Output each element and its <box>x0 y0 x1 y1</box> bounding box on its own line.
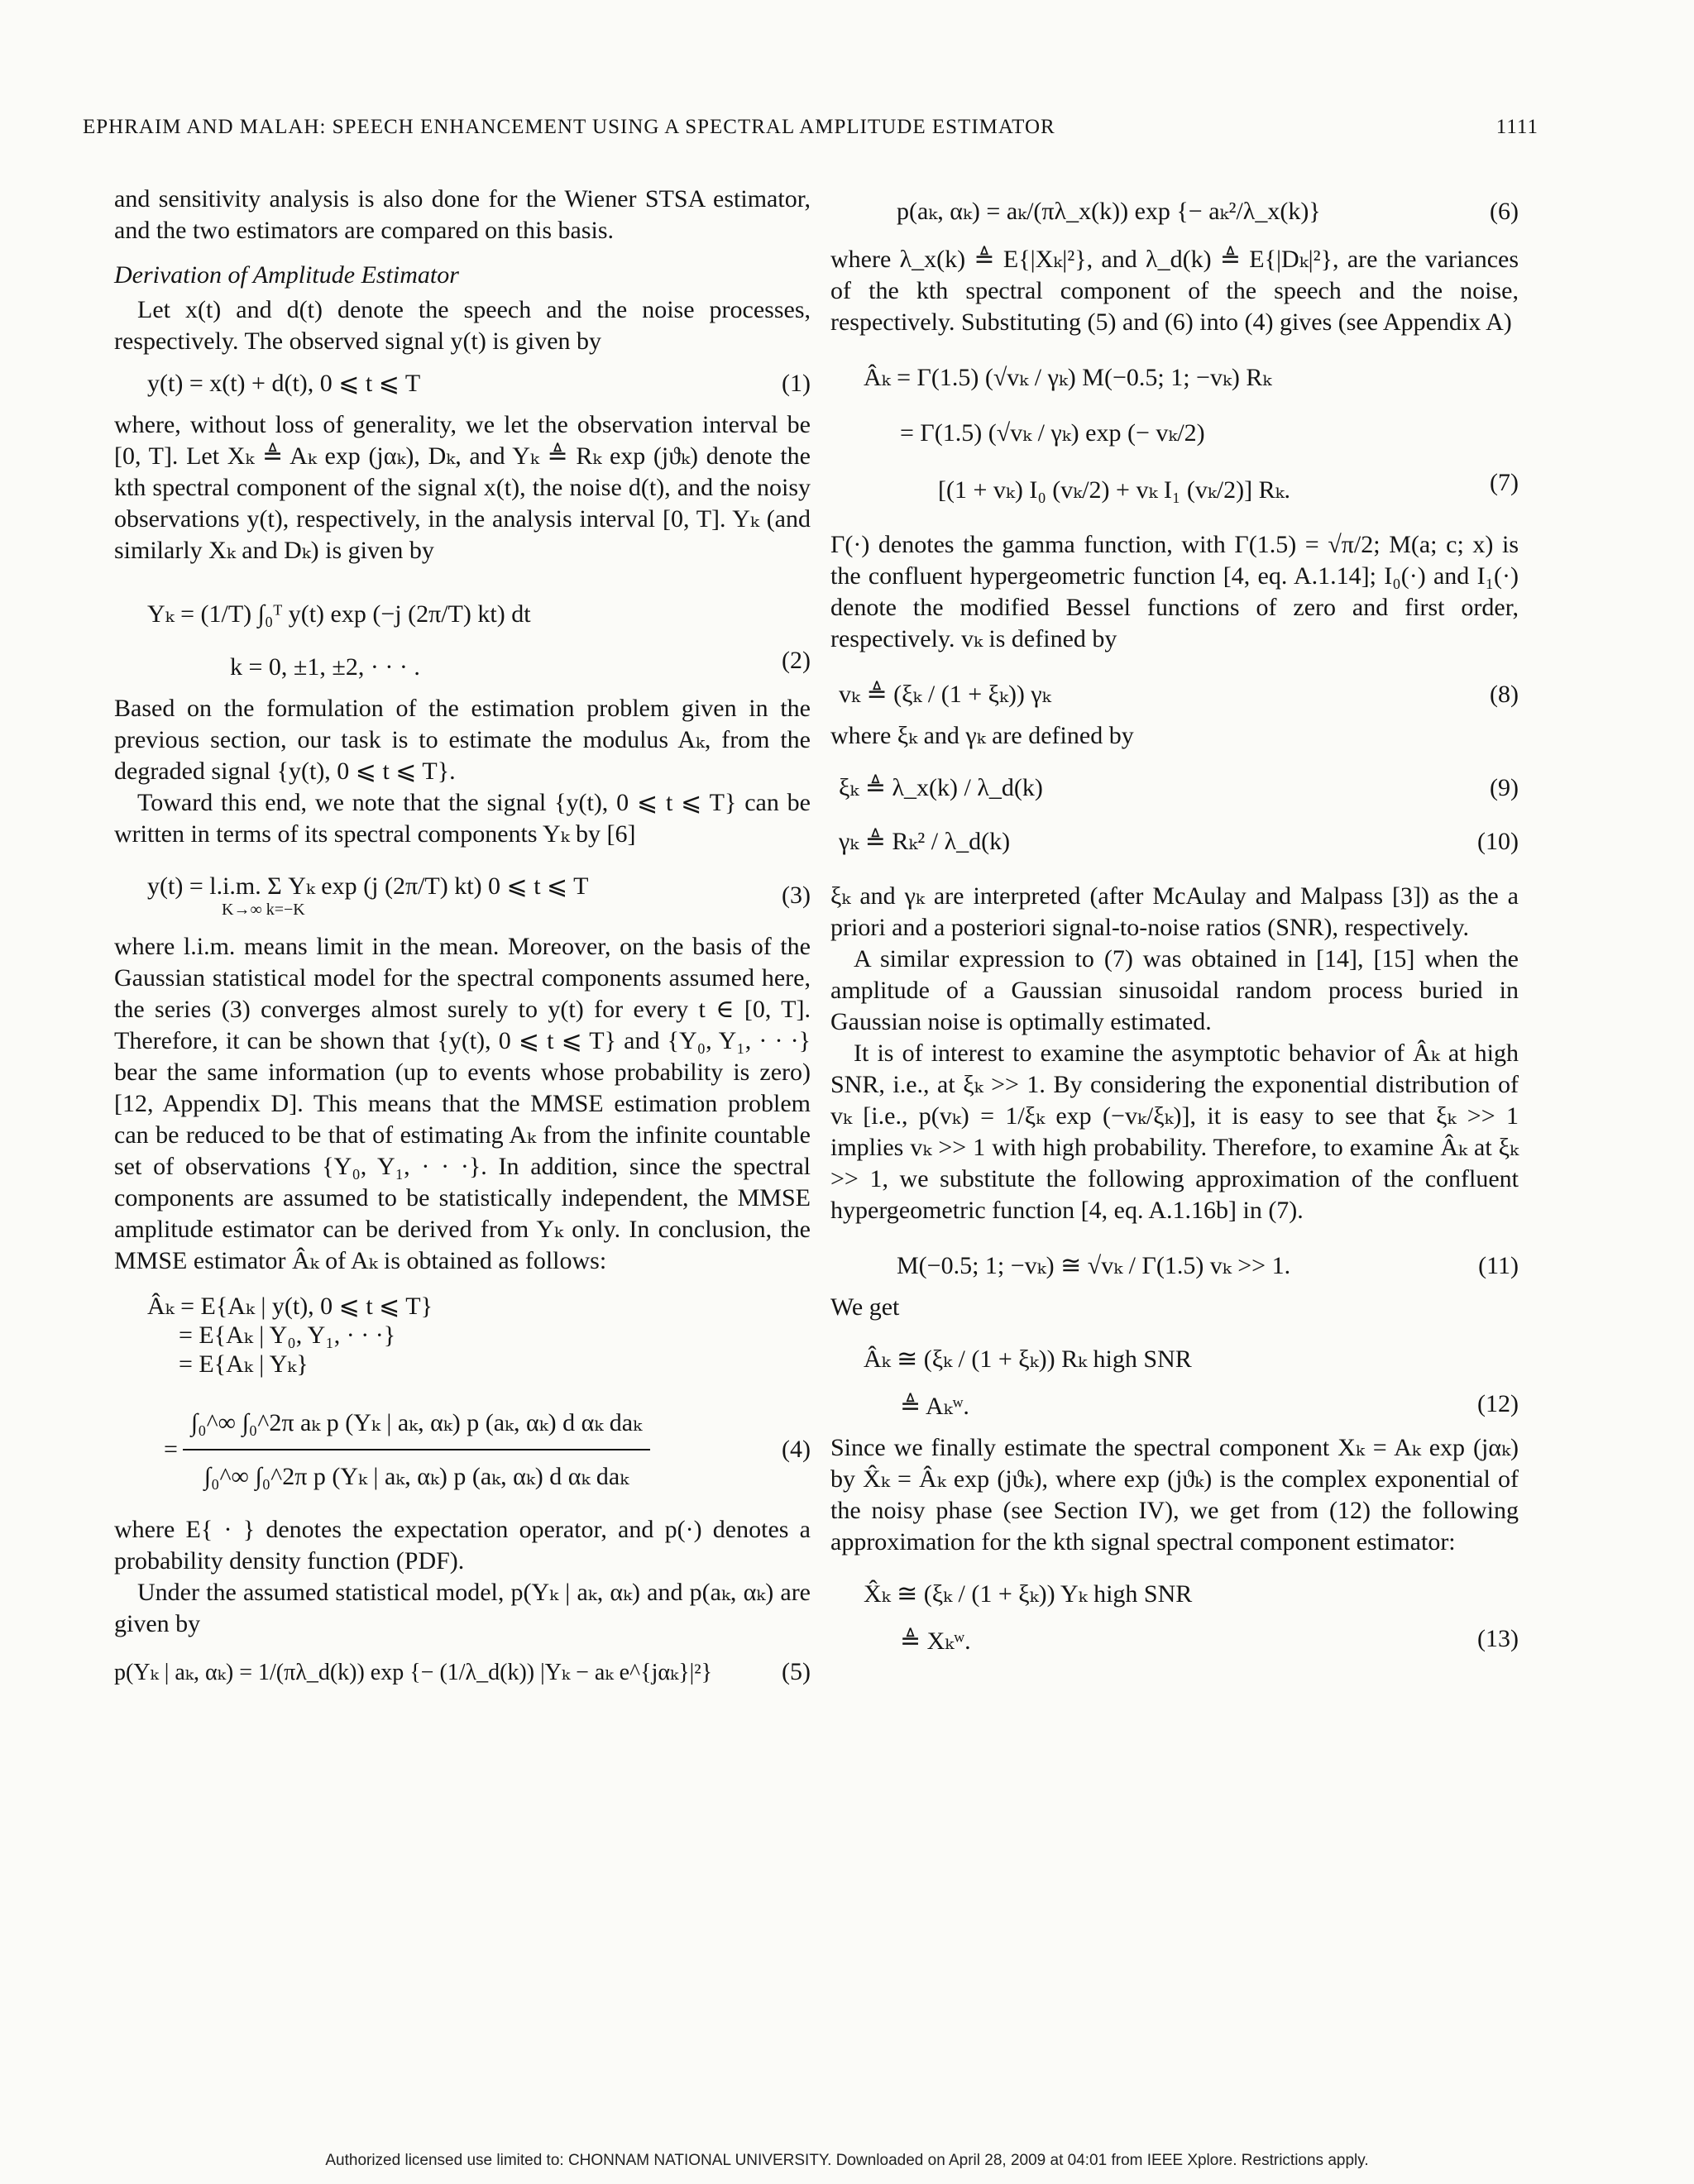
equation-number: (8) <box>1490 680 1519 708</box>
paragraph: Toward this end, we note that the signal {y(t), 0 ⩽ t ⩽ T} can be written in terms of its spectral components Yₖ by [6] <box>114 789 811 848</box>
equation-11: M(−0.5; 1; −vₖ) ≅ √vₖ / Γ(1.5) vₖ >> 1. (11) <box>897 1251 1519 1279</box>
fraction-numerator: ∫₀^∞ ∫₀^2π aₖ p (Yₖ | aₖ, αₖ) p (aₖ, αₖ) d αₖ daₖ <box>183 1397 650 1450</box>
equation-number: (7) <box>1490 469 1519 497</box>
license-footer: Authorized licensed use limited to: CHONNAM NATIONAL UNIVERSITY. Downloaded on April 28, 2009 at 04:01 from IEEE Xplore. Restrictions apply. <box>325 2152 1369 2169</box>
left-column <box>114 184 811 1698</box>
equation-number: (3) <box>782 882 811 909</box>
intro-paragraph: and sensitivity analysis is also done for the Wiener STSA estimator, and the two estimators are compared on this basis. <box>114 185 811 244</box>
section-title: Derivation of Amplitude Estimator <box>114 261 459 289</box>
equation-number: (1) <box>782 369 811 397</box>
equation-number: (12) <box>1477 1389 1519 1417</box>
equation-number: (11) <box>1478 1251 1519 1279</box>
paragraph: Since we finally estimate the spectral component Xₖ = Aₖ exp (jαₖ) by X̂ₖ = Âₖ exp (jϑₖ), where exp (jϑₖ) is the complex exponential of the noisy phase (see Section IV), we get from (12) the following approximation for the kth signal spectral component estimator: <box>830 1434 1519 1556</box>
equation-13: X̂ₖ ≅ (ξₖ / (1 + ξₖ)) Yₖ high SNR ≜ Xₖʷ. (13) <box>864 1580 1519 1655</box>
equation-4: Âₖ = E{Aₖ | y(t), 0 ⩽ t ⩽ T} = E{Aₖ | Y₀, Y₁, · · ·} = E{Aₖ | Yₖ} = $\frac{\text{∫₀\textasciicircum{}∞ ∫₀\textasciicircum{}2π aₖ p (Yₖ | aₖ, αₖ) p (aₖ, αₖ) d αₖ daₖ}}{\text{∫₀\textasciicircum{}∞ ∫₀\textasciicircum{}2π p (Yₖ | aₖ, αₖ) p (aₖ, αₖ) d αₖ daₖ}}$ (4) <box>114 1292 811 1503</box>
running-title: EPHRAIM AND MALAH: SPEECH ENHANCEMENT USING A SPECTRAL AMPLITUDE ESTIMATOR <box>83 116 1055 138</box>
paragraph: where E{ · } denotes the expectation operator, and p(·) denotes a probability density function (PDF). <box>114 1516 811 1575</box>
paragraph: where l.i.m. means limit in the mean. Moreover, on the basis of the Gaussian statistical model for the spectral components assumed here, the series (3) converges almost surely to y(t) for every t ∈ [0, T]. Therefore, it can be shown that {y(t), 0 ⩽ t ⩽ T} and {Y₀, Y₁, · · ·} bear the same information (up to events whose probability is zero) [12, Appendix D]. This means that the MMSE estimation problem can be reduced to be that of estimating Aₖ from the infinite countable set of observations {Y₀, Y₁, · · ·}. In addition, since the spectral components are assumed to be statistically independent, the MMSE amplitude estimator can be derived from Yₖ only. In conclusion, the MMSE estimator Âₖ of Aₖ is obtained as follows: <box>114 933 811 1274</box>
paragraph: where, without loss of generality, we let the observation interval be [0, T]. Let Xₖ ≜ Aₖ exp (jαₖ), Dₖ, and Yₖ ≜ Rₖ exp (jϑₖ) denote the kth spectral component of the signal x(t), the noise d(t), and the noisy observations y(t), respectively, in the analysis interval [0, T]. Yₖ (and similarly Xₖ and Dₖ) is given by <box>114 411 811 564</box>
paragraph: We get <box>830 1293 900 1321</box>
equation-number: (10) <box>1477 827 1519 855</box>
paragraph: A similar expression to (7) was obtained in [14], [15] when the amplitude of a Gaussian sinusoidal random process buried in Gaussian noise is optimally estimated. <box>830 945 1519 1035</box>
fraction-denominator: ∫₀^∞ ∫₀^2π p (Yₖ | aₖ, αₖ) p (aₖ, αₖ) d αₖ daₖ <box>203 1463 629 1490</box>
equation-2: Yₖ = (1/T) ∫₀ᵀ y(t) exp (−j (2π/T) kt) dt k = 0, ±1, ±2, · · · . (2) <box>147 600 811 681</box>
equation-8: vₖ ≜ (ξₖ / (1 + ξₖ)) γₖ (8) <box>839 680 1519 708</box>
equation-7: Âₖ = Γ(1.5) (√vₖ / γₖ) M(−0.5; 1; −vₖ) Rₖ = Γ(1.5) (√vₖ / γₖ) exp (− vₖ/2) [(1 + vₖ) I₀ (vₖ/2) + vₖ I₁ (vₖ/2)] Rₖ. (7) <box>864 364 1519 504</box>
paragraph: ξₖ and γₖ are interpreted (after McAulay and Malpass [3]) as the a priori and a posteriori signal-to-noise ratios (SNR), respectively. <box>830 882 1519 941</box>
paragraph: It is of interest to examine the asymptotic behavior of Âₖ at high SNR, i.e., at ξₖ >> 1. By considering the exponential distribution of vₖ [i.e., p(vₖ) = 1/ξₖ exp (−vₖ/ξₖ)], it is easy to see that ξₖ >> 1 implies vₖ >> 1 with high probability. Therefore, to examine Âₖ at ξₖ >> 1, we substitute the following approximation of the confluent hypergeometric function [4, eq. A.1.16b] in (7). <box>830 1039 1519 1224</box>
equation-10: γₖ ≜ Rₖ² / λ_d(k) (10) <box>839 827 1519 855</box>
equation-9: ξₖ ≜ λ_x(k) / λ_d(k) (9) <box>839 773 1519 801</box>
equation-number: (2) <box>782 647 811 675</box>
equation-number: (9) <box>1490 773 1519 801</box>
paragraph: Under the assumed statistical model, p(Yₖ | aₖ, αₖ) and p(aₖ, αₖ) are given by <box>114 1579 811 1637</box>
equation-12: Âₖ ≅ (ξₖ / (1 + ξₖ)) Rₖ high SNR ≜ Aₖʷ. (12) <box>864 1345 1519 1420</box>
equation-5: p(Yₖ | aₖ, αₖ) = 1/(πλ_d(k)) exp {− (1/λ_d(k)) |Yₖ − aₖ e^{jαₖ}|²} (5) <box>114 1658 811 1685</box>
paragraph: Let x(t) and d(t) denote the speech and the noise processes, respectively. The observed signal y(t) is given by <box>114 296 811 355</box>
paragraph: Γ(·) denotes the gamma function, with Γ(1.5) = √π/2; M(a; c; x) is the confluent hypergeometric function [4, eq. A.1.14]; I₀(·) and I₁(·) denote the modified Bessel functions of zero and first order, respectively. vₖ is defined by <box>830 531 1519 652</box>
equation-number: (6) <box>1490 197 1519 225</box>
paragraph: where ξₖ and γₖ are defined by <box>830 722 1134 749</box>
running-header <box>83 116 1538 149</box>
equation-6: p(aₖ, αₖ) = aₖ/(πλ_x(k)) exp {− aₖ²/λ_x(k)} (6) <box>897 197 1519 225</box>
equation-1: y(t) = x(t) + d(t), 0 ⩽ t ⩽ T (1) <box>147 369 811 397</box>
equation-3: y(t) = l.i.m. Σ Yₖ exp (j (2π/T) kt) 0 ⩽ t ⩽ T K→∞ k=−K (3) <box>147 872 811 919</box>
equation-number: (5) <box>782 1658 811 1685</box>
paragraph: where λ_x(k) ≜ E{|Xₖ|²}, and λ_d(k) ≜ E{|Dₖ|²}, are the variances of the kth spectral component of the speech and the noise, respectively. Substituting (5) and (6) into (4) gives (see Appendix A) <box>830 246 1519 336</box>
page-number: 1111 <box>1495 116 1538 138</box>
right-column <box>830 184 1519 1667</box>
equation-number: (13) <box>1477 1624 1519 1652</box>
equation-number: (4) <box>782 1436 811 1464</box>
paragraph: Based on the formulation of the estimation problem given in the previous section, our task is to estimate the modulus Aₖ, from the degraded signal {y(t), 0 ⩽ t ⩽ T}. <box>114 695 811 785</box>
